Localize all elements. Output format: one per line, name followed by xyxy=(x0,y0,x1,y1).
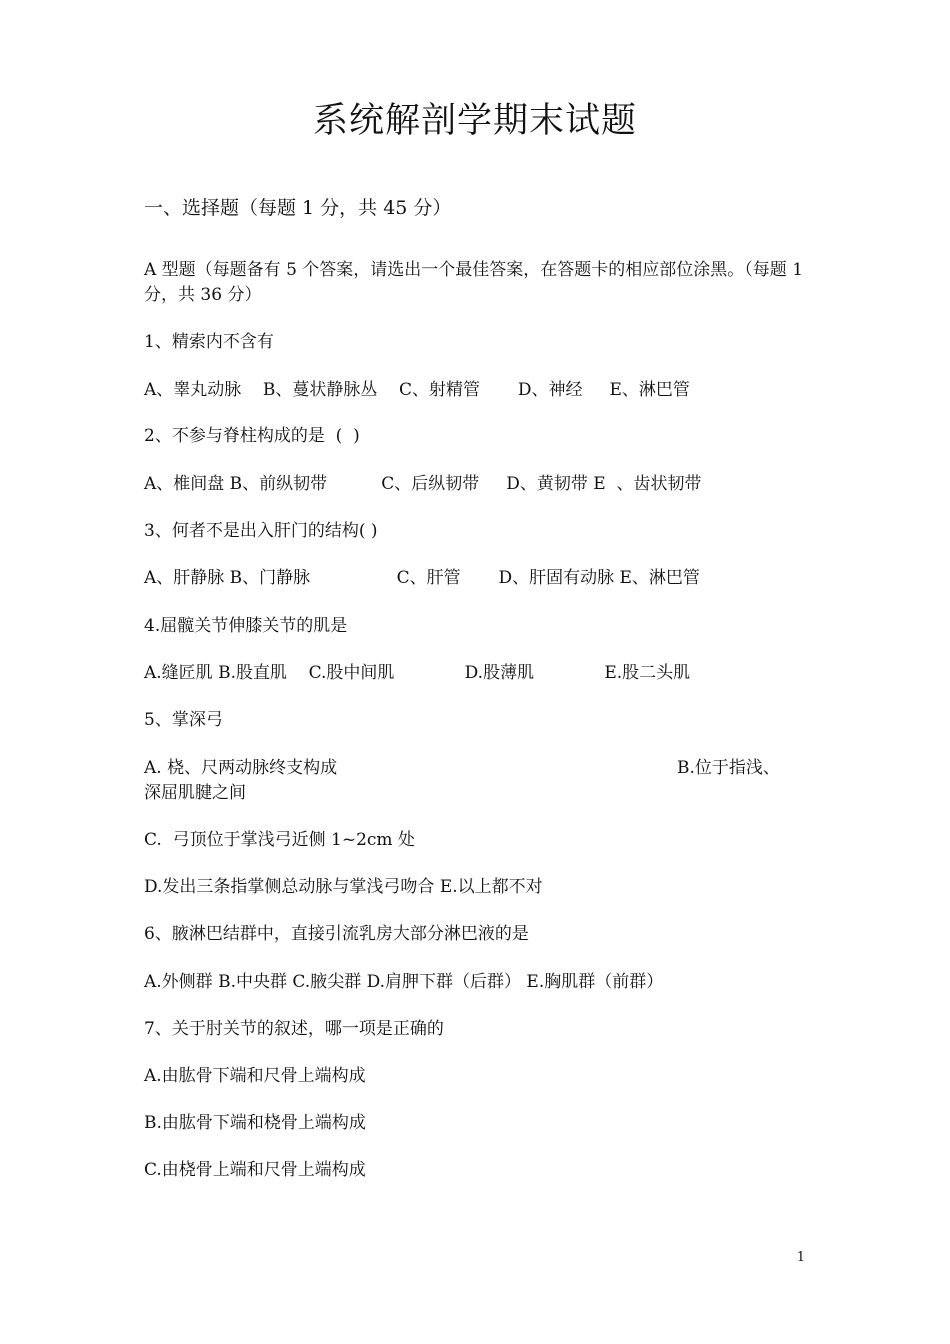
type-a-instructions: A 型题（每题备有 5 个答案，请选出一个最佳答案，在答题卡的相应部位涂黑。（每题 1 分，共 36 分） xyxy=(144,260,804,305)
question-3-stem: 3、何者不是出入肝门的结构( ) xyxy=(144,521,378,541)
question-2-stem: 2、不参与脊柱构成的是 ( ) xyxy=(144,426,360,446)
question-6-stem: 6、腋淋巴结群中，直接引流乳房大部分淋巴液的是 xyxy=(144,924,529,944)
question-5-option-a: A. 桡、尺两动脉终支构成 xyxy=(144,758,338,778)
question-5-stem: 5、掌深弓 xyxy=(144,710,223,730)
question-7-option-c: C.由桡骨上端和尺骨上端构成 xyxy=(144,1160,366,1180)
question-7-option-a: A.由肱骨下端和尺骨上端构成 xyxy=(144,1066,366,1086)
question-3-options: A、肝静脉 B、门静脉 C、肝管 D、肝固有动脉 E、淋巴管 xyxy=(144,568,700,588)
question-5-option-b-line2: 深屈肌腱之间 xyxy=(144,783,246,803)
question-4-stem: 4.屈髋关节伸膝关节的肌是 xyxy=(144,616,348,636)
question-2-options: A、椎间盘 B、前纵韧带 C、后纵韧带 D、黄韧带 E 、齿状韧带 xyxy=(144,474,702,494)
question-5-option-de: D.发出三条指掌侧总动脉与掌浅弓吻合 E.以上都不对 xyxy=(144,877,543,897)
question-5-option-c: C. 弓顶位于掌浅弓近侧 1~2cm 处 xyxy=(144,830,415,850)
question-7-stem: 7、关于肘关节的叙述，哪一项是正确的 xyxy=(144,1019,444,1039)
question-1-options: A、睾丸动脉 B、蔓状静脉丛 C、射精管 D、神经 E、淋巴管 xyxy=(144,380,690,400)
question-5-option-b-line1: B.位于指浅、 xyxy=(677,758,780,778)
question-4-options: A.缝匠肌 B.股直肌 C.股中间肌 D.股薄肌 E.股二头肌 xyxy=(144,663,691,683)
question-1-stem: 1、精索内不含有 xyxy=(144,332,274,352)
question-6-options: A.外侧群 B.中央群 C.腋尖群 D.肩胛下群（后群） E.胸肌群（前群） xyxy=(144,972,664,992)
page-number: 1 xyxy=(796,1250,805,1265)
question-7-option-b: B.由肱骨下端和桡骨上端构成 xyxy=(144,1113,366,1133)
section-heading: 一、选择题（每题 1 分，共 45 分） xyxy=(144,197,452,219)
page-title: 系统解剖学期末试题 xyxy=(312,101,637,141)
